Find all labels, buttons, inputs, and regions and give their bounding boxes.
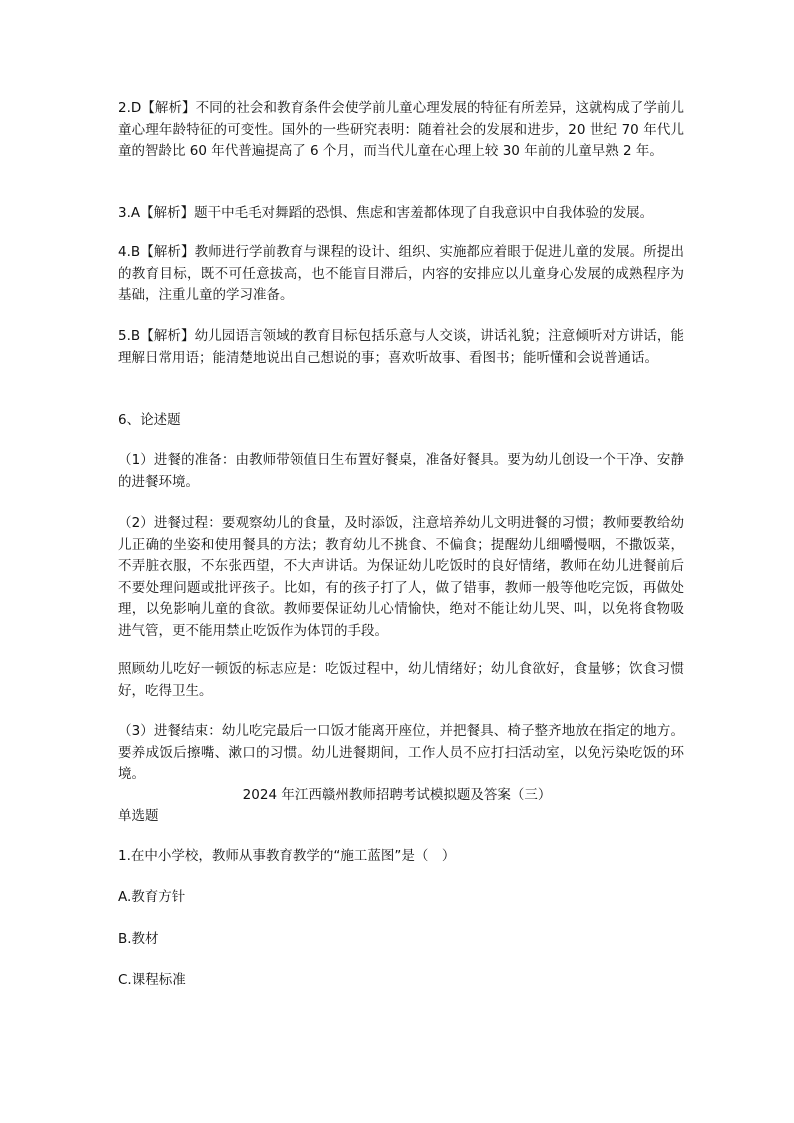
section-title: 2024 年江西赣州教师招聘考试模拟题及答案（三）	[242, 787, 552, 803]
option-a: A.教育方针	[118, 889, 186, 905]
question-1-stem: 1.在中小学校，教师从事教育教学的“施工蓝图”是（ ）	[118, 848, 456, 864]
essay-heading: 6、论述题	[118, 412, 181, 428]
answer-3-explanation: 3.A【解析】题干中毛毛对舞蹈的恐惧、焦虑和害羞都体现了自我意识中自我体验的发展。	[118, 205, 654, 221]
option-b: B.教材	[118, 931, 159, 947]
essay-paragraph-1: （1）进餐的准备：由教师带领值日生布置好餐桌，准备好餐具。要为幼儿创设一个干净、安静的进餐环境。	[118, 452, 684, 490]
answer-5-explanation: 5.B【解析】幼儿园语言领域的教育目标包括乐意与人交谈，讲话礼貌；注意倾听对方讲话，能理解日常用语；能清楚地说出自己想说的事；喜欢听故事、看图书；能听懂和会说普通话。	[118, 328, 684, 366]
answer-2-explanation: 2.D【解析】不同的社会和教育条件会使学前儿童心理发展的特征有所差异，这就构成了学前儿童心理年龄特征的可变性。国外的一些研究表明：随着社会的发展和进步，20 世纪 70 年代儿童的智龄比 60 年代普遍提高了 6 个月，而当代儿童在心理上较 30 年前的儿童早熟 2 年。	[118, 100, 684, 159]
essay-paragraph-2: （2）进餐过程：要观察幼儿的食量，及时添饭，注意培养幼儿文明进餐的习惯；教师要教给幼儿正确的坐姿和使用餐具的方法；教育幼儿不挑食、不偏食；提醒幼儿细嚼慢咽，不撒饭菜，不弄脏衣服，不东张西望，不大声讲话。为保证幼儿吃饭时的良好情绪，教师在幼儿进餐前后不要处理问题或批评孩子。比如，有的孩子打了人，做了错事，教师一般等他吃完饭，再做处理，以免影响儿童的食欲。教师要保证幼儿心情愉快，绝对不能让幼儿哭、叫，以免将食物吸进气管，更不能用禁止吃饭作为体罚的手段。	[118, 515, 684, 639]
question-type-label: 单选题	[118, 808, 159, 824]
option-c: C.课程标准	[118, 972, 186, 988]
essay-paragraph-4: （3）进餐结束：幼儿吃完最后一口饭才能离开座位，并把餐具、椅子整齐地放在指定的地方。要养成饭后擦嘴、漱口的习惯。幼儿进餐期间，工作人员不应打扫活动室，以免污染吃饭的环境。	[118, 723, 684, 782]
essay-paragraph-3: 照顾幼儿吃好一顿饭的标志应是：吃饭过程中，幼儿情绪好；幼儿食欲好，食量够；饮食习惯好，吃得卫生。	[118, 661, 684, 699]
answer-4-explanation: 4.B【解析】教师进行学前教育与课程的设计、组织、实施都应着眼于促进儿童的发展。所提出的教育目标，既不可任意拔高，也不能盲目滞后，内容的安排应以儿童身心发展的成熟程序为基础，注重儿童的学习准备。	[118, 244, 684, 303]
